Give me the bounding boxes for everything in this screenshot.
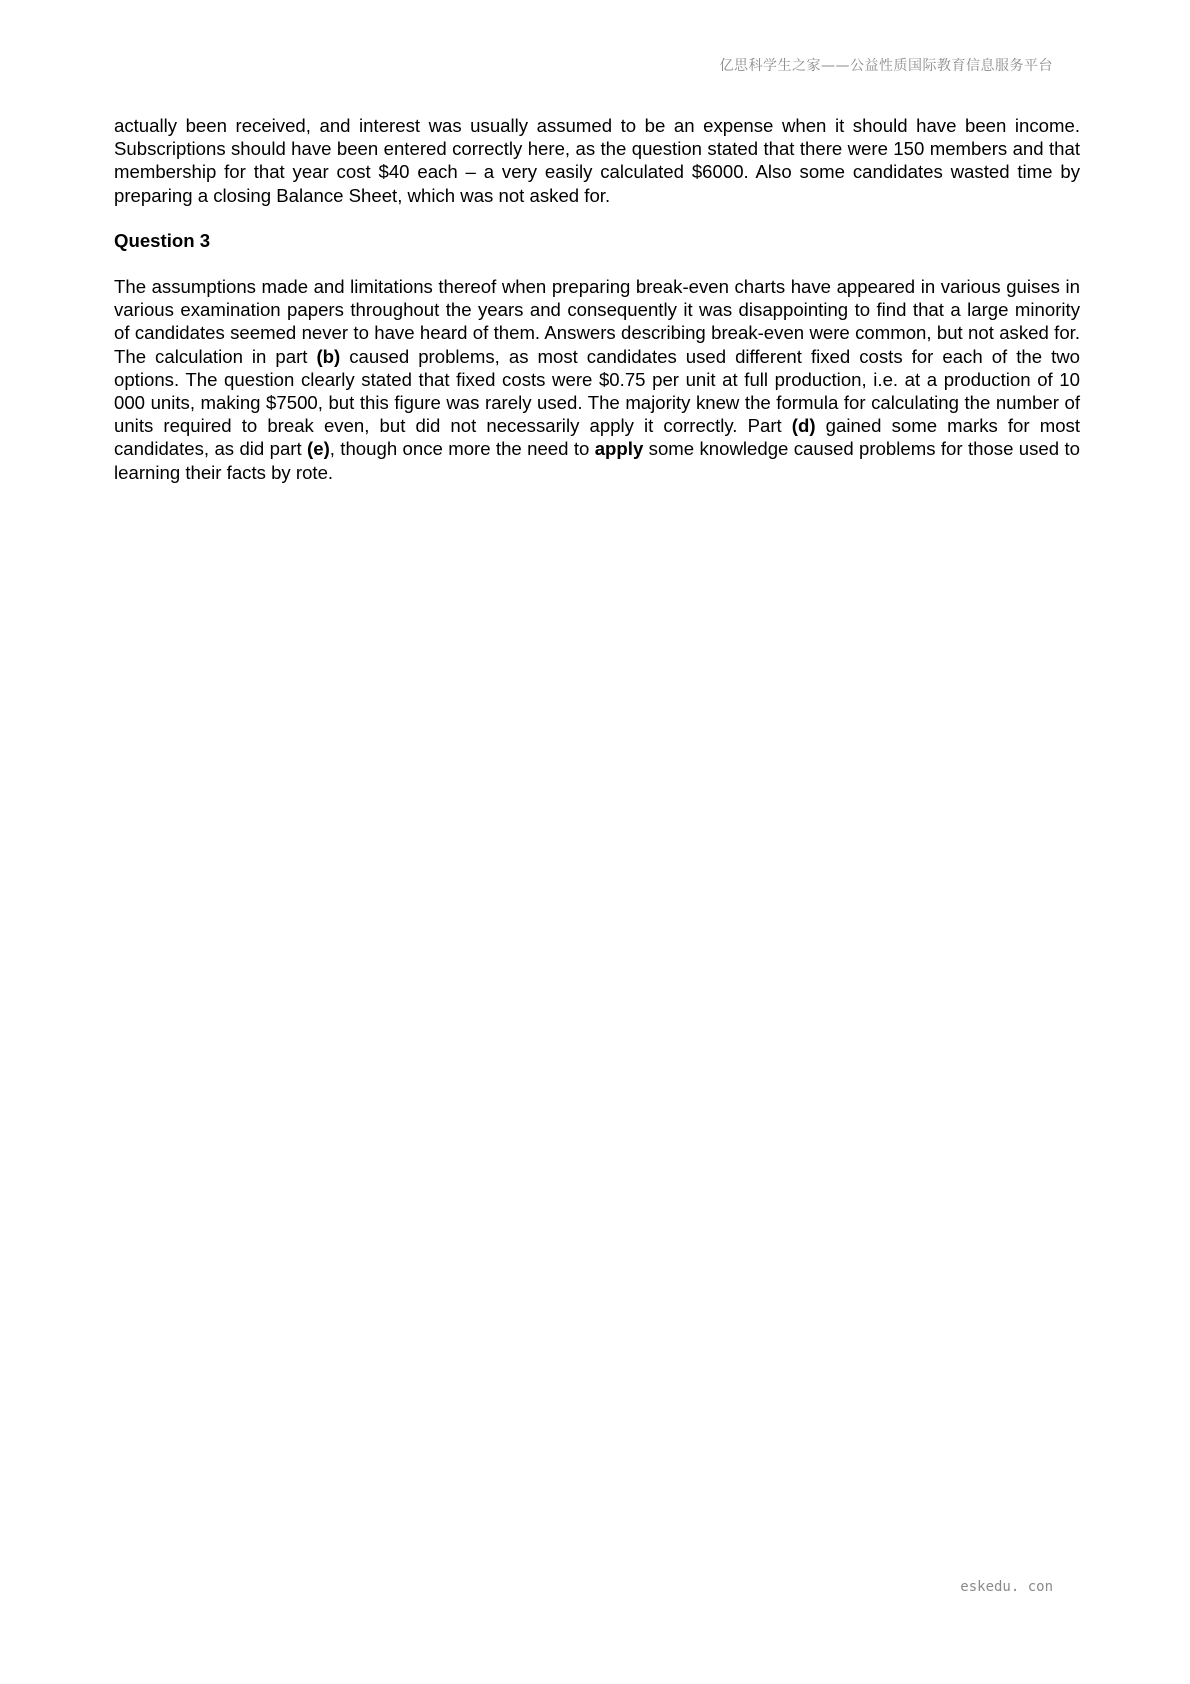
paragraph-text: gained some marks for most candidates, as did part bbox=[114, 415, 1080, 460]
paragraph-text: The assumptions made and limitations thereof when preparing break-even charts have appeared in various guises in various examination papers throughout the years and consequently it was disappointing to find that a large minority of candidates seemed never to have heard of them. Answers describing break-even were common, but not asked for. The calculation in part bbox=[114, 276, 1080, 367]
bold-part-label: (e) bbox=[307, 438, 330, 460]
section-heading: Question 3 bbox=[114, 229, 211, 251]
paragraph-question-3 bbox=[114, 275, 1080, 484]
bold-part-label: (d) bbox=[791, 415, 816, 437]
paragraph-text: , though once more the need to bbox=[329, 438, 595, 460]
page-header: 亿思科学生之家——公益性质国际教育信息服务平台 bbox=[719, 58, 1053, 74]
paragraph-text: caused problems, as most candidates used different fixed costs for each of the two options. The question clearly stated that fixed costs were $0.75 per unit at full production, i.e. at a production of 10 000 units, making $7500, but this figure was rarely used. The majority knew the formula for calculating the number of units required to break even, but did not necessarily apply it correctly. Part bbox=[114, 345, 1081, 437]
paragraph-continued: actually been received, and interest was usually assumed to be an expense when it should have been income. Subscriptions should have been entered correctly here, as the question stated that there were 150 members and that membership for that year cost $40 each – a very easily calculated $6000. Also some candidates wasted time by preparing a closing Balance Sheet, which was not asked for. bbox=[114, 115, 1080, 206]
document-body bbox=[114, 114, 1080, 484]
bold-part-label: (b) bbox=[316, 345, 341, 367]
page-footer: eskedu. con bbox=[960, 1579, 1053, 1595]
bold-emphasis: apply bbox=[594, 438, 644, 460]
paragraph-text: some knowledge caused problems for those used to learning their facts by rote. bbox=[114, 438, 1080, 483]
